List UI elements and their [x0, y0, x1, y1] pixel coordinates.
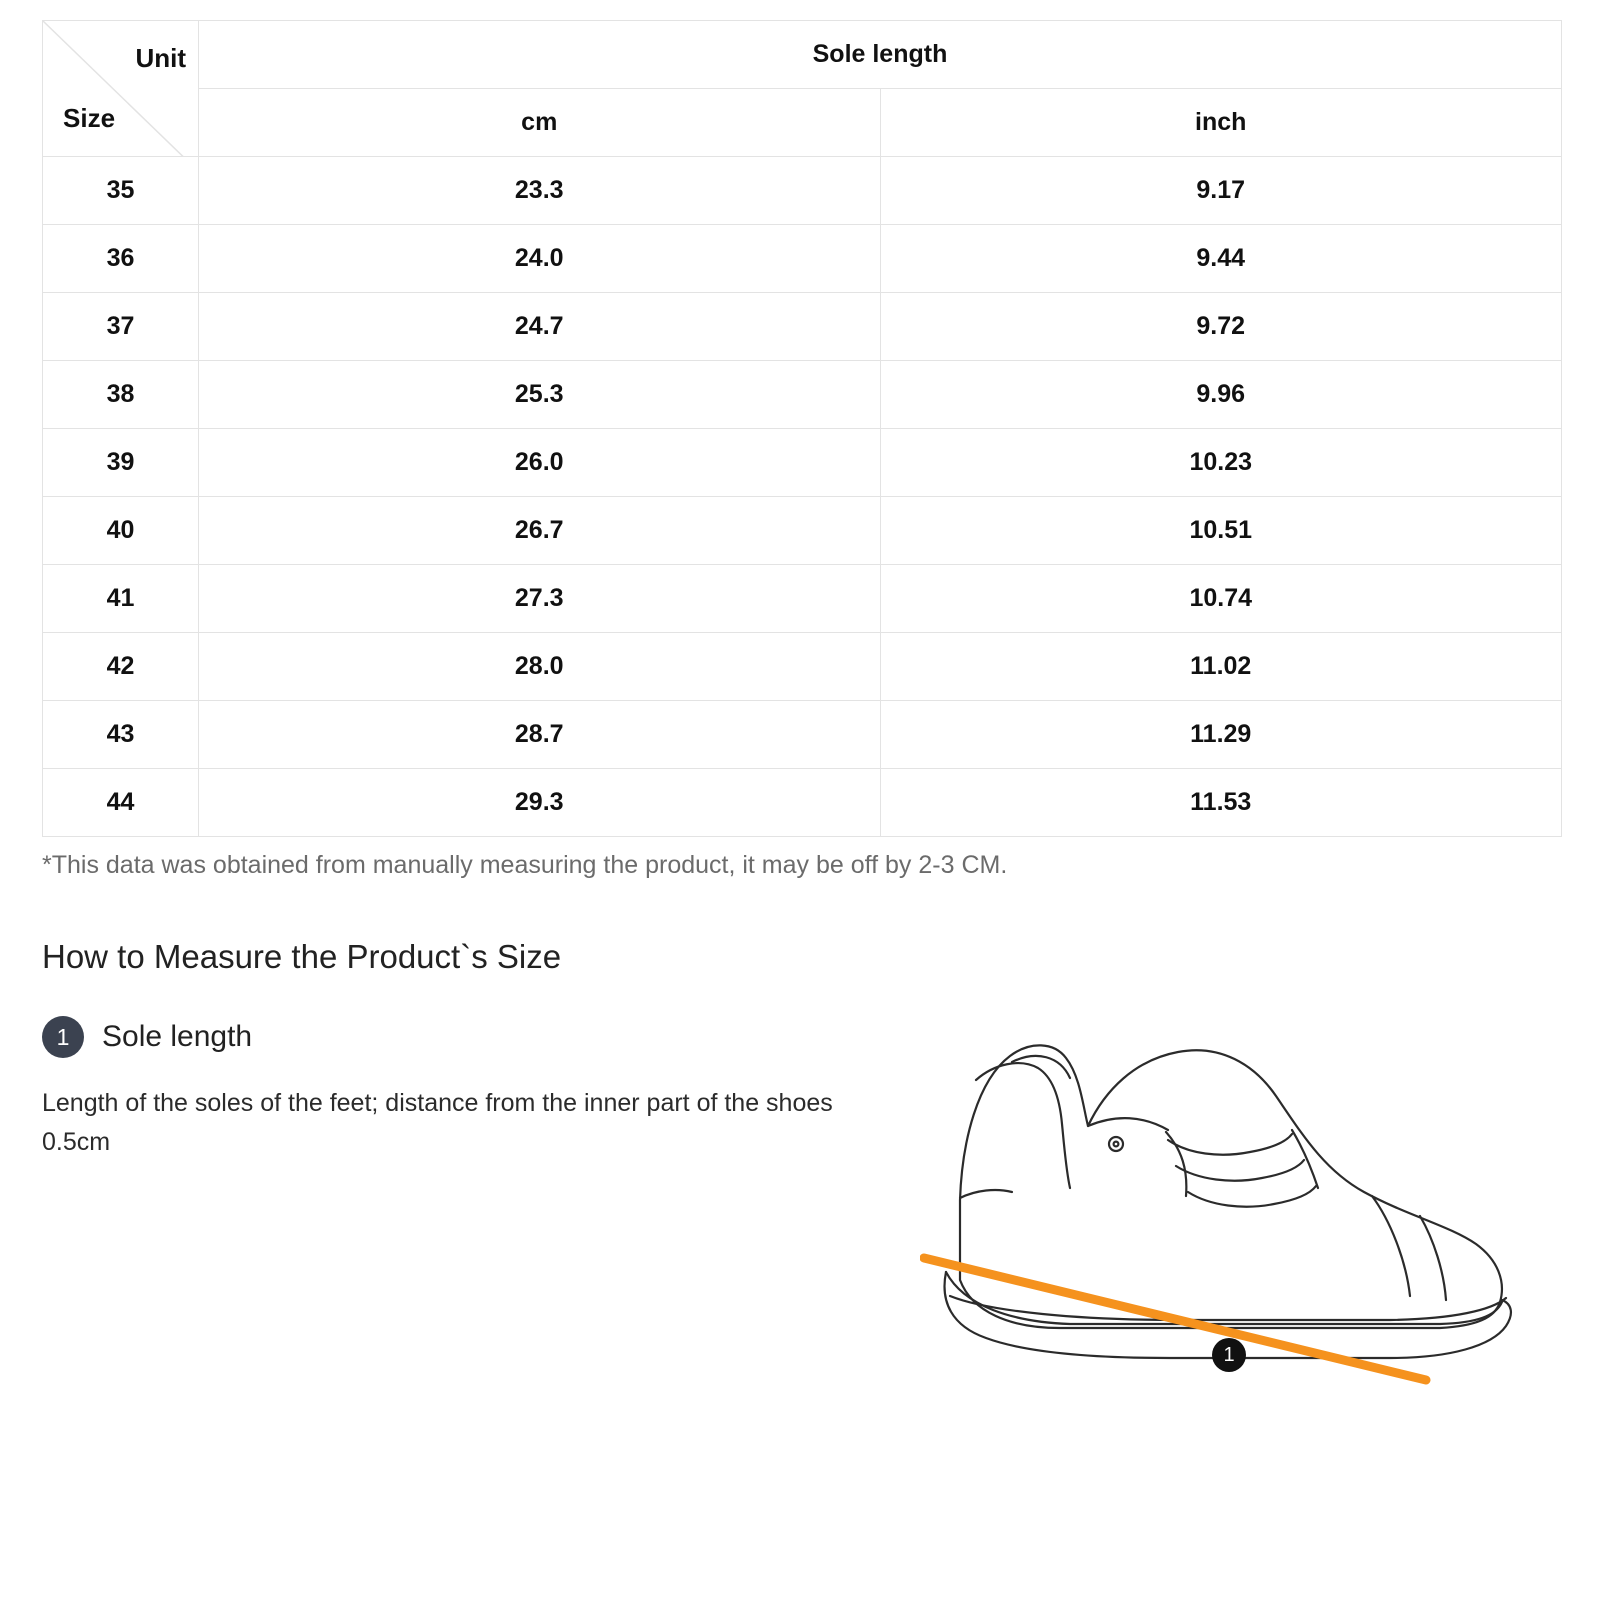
- size-table: [42, 20, 1562, 837]
- cell-inch: 10.51: [880, 497, 1562, 565]
- cell-cm: 25.3: [199, 361, 881, 429]
- cell-inch: 11.29: [880, 701, 1562, 769]
- cell-inch: 9.96: [880, 361, 1562, 429]
- cell-size: 35: [43, 157, 199, 225]
- diagram-marker-1: 1: [1212, 1338, 1246, 1372]
- table-corner-cell: [43, 21, 199, 157]
- cell-cm: 23.3: [199, 157, 881, 225]
- cell-cm: 24.0: [199, 225, 881, 293]
- table-row: [43, 429, 1562, 497]
- corner-diagonal-line: [43, 21, 198, 156]
- cell-size: 44: [43, 769, 199, 837]
- group-header-sole-length: Sole length: [199, 21, 1562, 89]
- cell-inch: 9.72: [880, 293, 1562, 361]
- table-row: [43, 565, 1562, 633]
- how-to-measure-title: How to Measure the Product`s Size: [42, 938, 562, 975]
- column-header-inch: inch: [880, 89, 1562, 157]
- table-subheader-row: [43, 89, 1562, 157]
- shoe-illustration-icon: [920, 1020, 1540, 1440]
- table-row: [43, 633, 1562, 701]
- shoe-diagram: [920, 1020, 1540, 1440]
- cell-cm: 24.7: [199, 293, 881, 361]
- cell-inch: 10.23: [880, 429, 1562, 497]
- cell-cm: 29.3: [199, 769, 881, 837]
- table-row: [43, 157, 1562, 225]
- cell-size: 42: [43, 633, 199, 701]
- table-row: [43, 769, 1562, 837]
- cell-size: 38: [43, 361, 199, 429]
- cell-size: 43: [43, 701, 199, 769]
- cell-inch: 9.44: [880, 225, 1562, 293]
- table-row: [43, 293, 1562, 361]
- cell-cm: 26.0: [199, 429, 881, 497]
- cell-inch: 9.17: [880, 157, 1562, 225]
- table-row: [43, 701, 1562, 769]
- table-header-row: [43, 21, 1562, 89]
- corner-unit-label: Unit: [135, 43, 186, 73]
- corner-size-label: Size: [63, 103, 116, 133]
- cell-cm: 27.3: [199, 565, 881, 633]
- cell-cm: 26.7: [199, 497, 881, 565]
- table-row: [43, 225, 1562, 293]
- cell-size: 36: [43, 225, 199, 293]
- measure-item-description: Length of the soles of the feet; distance from the inner part of the shoes 0.5cm: [42, 1089, 833, 1156]
- table-row: [43, 361, 1562, 429]
- cell-cm: 28.0: [199, 633, 881, 701]
- cell-cm: 28.7: [199, 701, 881, 769]
- table-row: [43, 497, 1562, 565]
- cell-inch: 10.74: [880, 565, 1562, 633]
- cell-inch: 11.02: [880, 633, 1562, 701]
- measurement-disclaimer: *This data was obtained from manually measuring the product, it may be off by 2-3 CM.: [42, 851, 1008, 879]
- column-header-cm: cm: [199, 89, 881, 157]
- cell-size: 41: [43, 565, 199, 633]
- step-number-badge: 1: [42, 1016, 84, 1058]
- cell-size: 39: [43, 429, 199, 497]
- cell-size: 37: [43, 293, 199, 361]
- cell-size: 40: [43, 497, 199, 565]
- measure-item-label: Sole length: [102, 1020, 253, 1053]
- cell-inch: 11.53: [880, 769, 1562, 837]
